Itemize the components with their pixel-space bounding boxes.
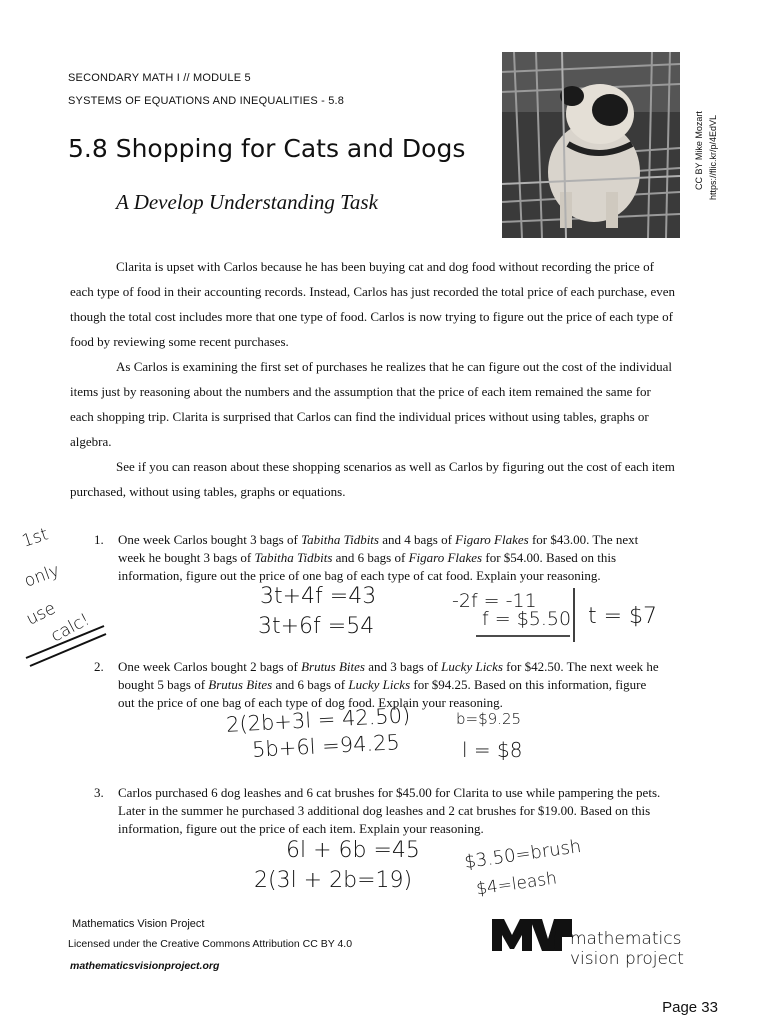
intro-paragraph-2: As Carlos is examining the first set of purchases he realizes that he can figure out the cost of the individual items just by reasoning about the numbers and the assumption that the price of each item remained the same for each shopping trip. Clarita is surprised that Carlos can find the individual prices without using tables, graphs or algebra. [70,359,672,449]
p2-equation-2: 5b+6l =94.25 [251,730,401,762]
margin-note-calc: calc! [47,609,93,647]
mvp-logo [492,915,692,975]
mvp-logo-text [492,955,494,956]
margin-underline [20,610,110,670]
problem-text: One week Carlos bought 2 bags of Brutus Bites and 3 bags of Lucky Licks for $42.50. The next week he bought 5 bags of Brutus Bites and 6 bags of Lucky Licks for $94.25. Based on this information, figure out the price of one bag of each type of dog food. Explain your reasoning. [118,659,659,710]
p1-equation-1: 3t+4f =43 [260,584,377,609]
problem-text: One week Carlos bought 3 bags of Tabitha Tidbits and 4 bags of Figaro Flakes for $43.00. The next week he bought 3 bags of Tabitha Tidbits and 6 bags of Figaro Flakes for $54.00. Based on this information, figure out the price of one bag of each type of cat food. Explain your reasoning. [118,532,639,583]
footer-license: Licensed under the Creative Commons Attribution CC BY 4.0 [68,938,353,950]
header-unit: SYSTEMS OF EQUATIONS AND INEQUALITIES - 5.8 [68,95,345,107]
page-number: Page 33 [662,999,718,1016]
photo-credit-link[interactable]: https://flic.kr/p/4EdVL [708,114,718,200]
p3-answer-brush: $3.50=brush [463,835,583,874]
intro-paragraph-1: Clarita is upset with Carlos because he has been buying cat and dog food without recording the price of each type of food in their accounting records. Instead, Carlos has just recorded the total price of each purchase, even though the total cost includes more that one type of food. Carlos is now trying to figure out the price of each type of food by reviewing some recent purchases. [70,259,675,349]
p1-work-2: f = $5.50 [482,608,572,630]
p1-answer: t = $7 [588,604,658,629]
photo-credit [694,60,724,240]
margin-note-only: only [21,560,63,592]
p2-answer-b: b=$9.25 [456,710,522,728]
photo-illustration [502,52,680,238]
p3-equation-2: 2(3l + 2b=19) [254,868,413,893]
margin-note-1st: 1st [19,524,51,552]
problem-number: 1. [94,532,104,547]
p2-answer-l: l = $8 [462,738,523,762]
footer-project: Mathematics Vision Project [72,918,205,930]
p2-equation-1: 2(2b+3l = 42.50) [225,703,411,737]
intro-paragraph-3: See if you can reason about these shopping scenarios as well as Carlos by figuring out the cost of each item purchased, without using tables, graphs or equations. [70,459,675,499]
problem-number: 3. [94,785,104,800]
p1-equation-2: 3t+6f =54 [258,614,375,639]
p1-work-1: -2f = -11 [452,590,537,612]
mvp-logo-line2: vision project [570,949,684,969]
p3-equation-1: 6l + 6b =45 [286,838,420,863]
problem-3 [94,784,664,838]
problem-number: 2. [94,659,104,674]
problem-1 [94,531,664,585]
intro-text [70,254,676,504]
p1-answer-box [470,584,580,644]
page-subtitle: A Develop Understanding Task [116,190,378,214]
header-module: SECONDARY MATH I // MODULE 5 [68,72,251,84]
footer-website[interactable]: mathematicsvisionproject.org [70,960,220,972]
p3-answer-leash: $4=leash [475,868,559,900]
dog-in-cart-photo [502,52,680,238]
photo-credit-author: CC BY Mike Mozart [694,111,704,190]
margin-note-use: use [23,598,59,630]
page-title: 5.8 Shopping for Cats and Dogs [68,134,466,163]
mvp-logo-mark [492,917,572,951]
mvp-logo-line1: mathematics [570,929,682,949]
problem-text: Carlos purchased 6 dog leashes and 6 cat brushes for $45.00 for Clarita to use while pampering the pets. Later in the summer he purchased 3 additional dog leashes and 2 cat brushes for $19.00. Based on this information, figure out the price of each item. Explain your reasoning. [118,785,661,836]
